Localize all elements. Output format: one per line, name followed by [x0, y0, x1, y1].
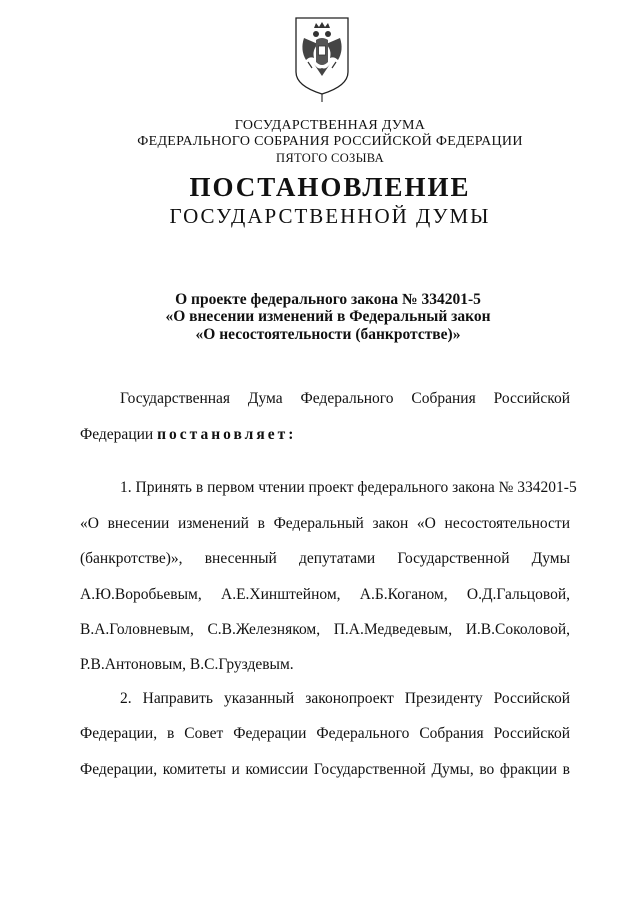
item1-line-1: 1. Принять в первом чтении проект федерального закона № 334201-5: [120, 479, 577, 496]
preamble-line-2: [80, 425, 570, 445]
item1-line-2: «О внесении изменений в Федеральный закон «О несостоятельности: [80, 515, 570, 532]
subject-line-3: «О несостоятельности (банкротстве)»: [195, 326, 461, 343]
item1-line-5: В.А.Головневым, С.В.Железняком, П.А.Медведевым, И.В.Соколовой,: [80, 621, 570, 638]
header-line-2: ФЕДЕРАЛЬНОГО СОБРАНИЯ РОССИЙСКОЙ ФЕДЕРАЦИИ: [137, 134, 523, 149]
item1-line-6: Р.В.Антоновым, В.С.Груздевым.: [80, 656, 294, 673]
document-subtitle: ГОСУДАРСТВЕННОЙ ДУМЫ: [169, 204, 491, 228]
item1-line-3: (банкротстве)», внесенный депутатами Государственной Думы: [80, 550, 570, 567]
state-emblem-icon: [290, 14, 354, 104]
header-line-3: ПЯТОГО СОЗЫВА: [276, 151, 384, 165]
header-line-1: ГОСУДАРСТВЕННАЯ ДУМА: [234, 118, 426, 133]
item2-line-3: Федерации, комитеты и комиссии Государственной Думы, во фракции в: [80, 761, 570, 778]
subject-line-2: «О внесении изменений в Федеральный закон: [165, 308, 491, 325]
item2-line-2: Федерации, в Совет Федерации Федерального Собрания Российской: [80, 725, 570, 742]
preamble-start: Федерации: [80, 426, 154, 443]
preamble-line-1: Государственная Дума Федерального Собрания Российской: [120, 390, 570, 407]
item1-line-4: А.Ю.Воробьевым, А.Е.Хинштейном, А.Б.Коганом, О.Д.Гальцовой,: [80, 586, 570, 603]
document-title: ПОСТАНОВЛЕНИЕ: [189, 172, 471, 202]
preamble-decree-word: постановляет:: [157, 426, 297, 443]
item2-line-1: 2. Направить указанный законопроект Президенту Российской: [120, 690, 570, 707]
subject-line-1: О проекте федерального закона № 334201-5: [175, 291, 481, 308]
